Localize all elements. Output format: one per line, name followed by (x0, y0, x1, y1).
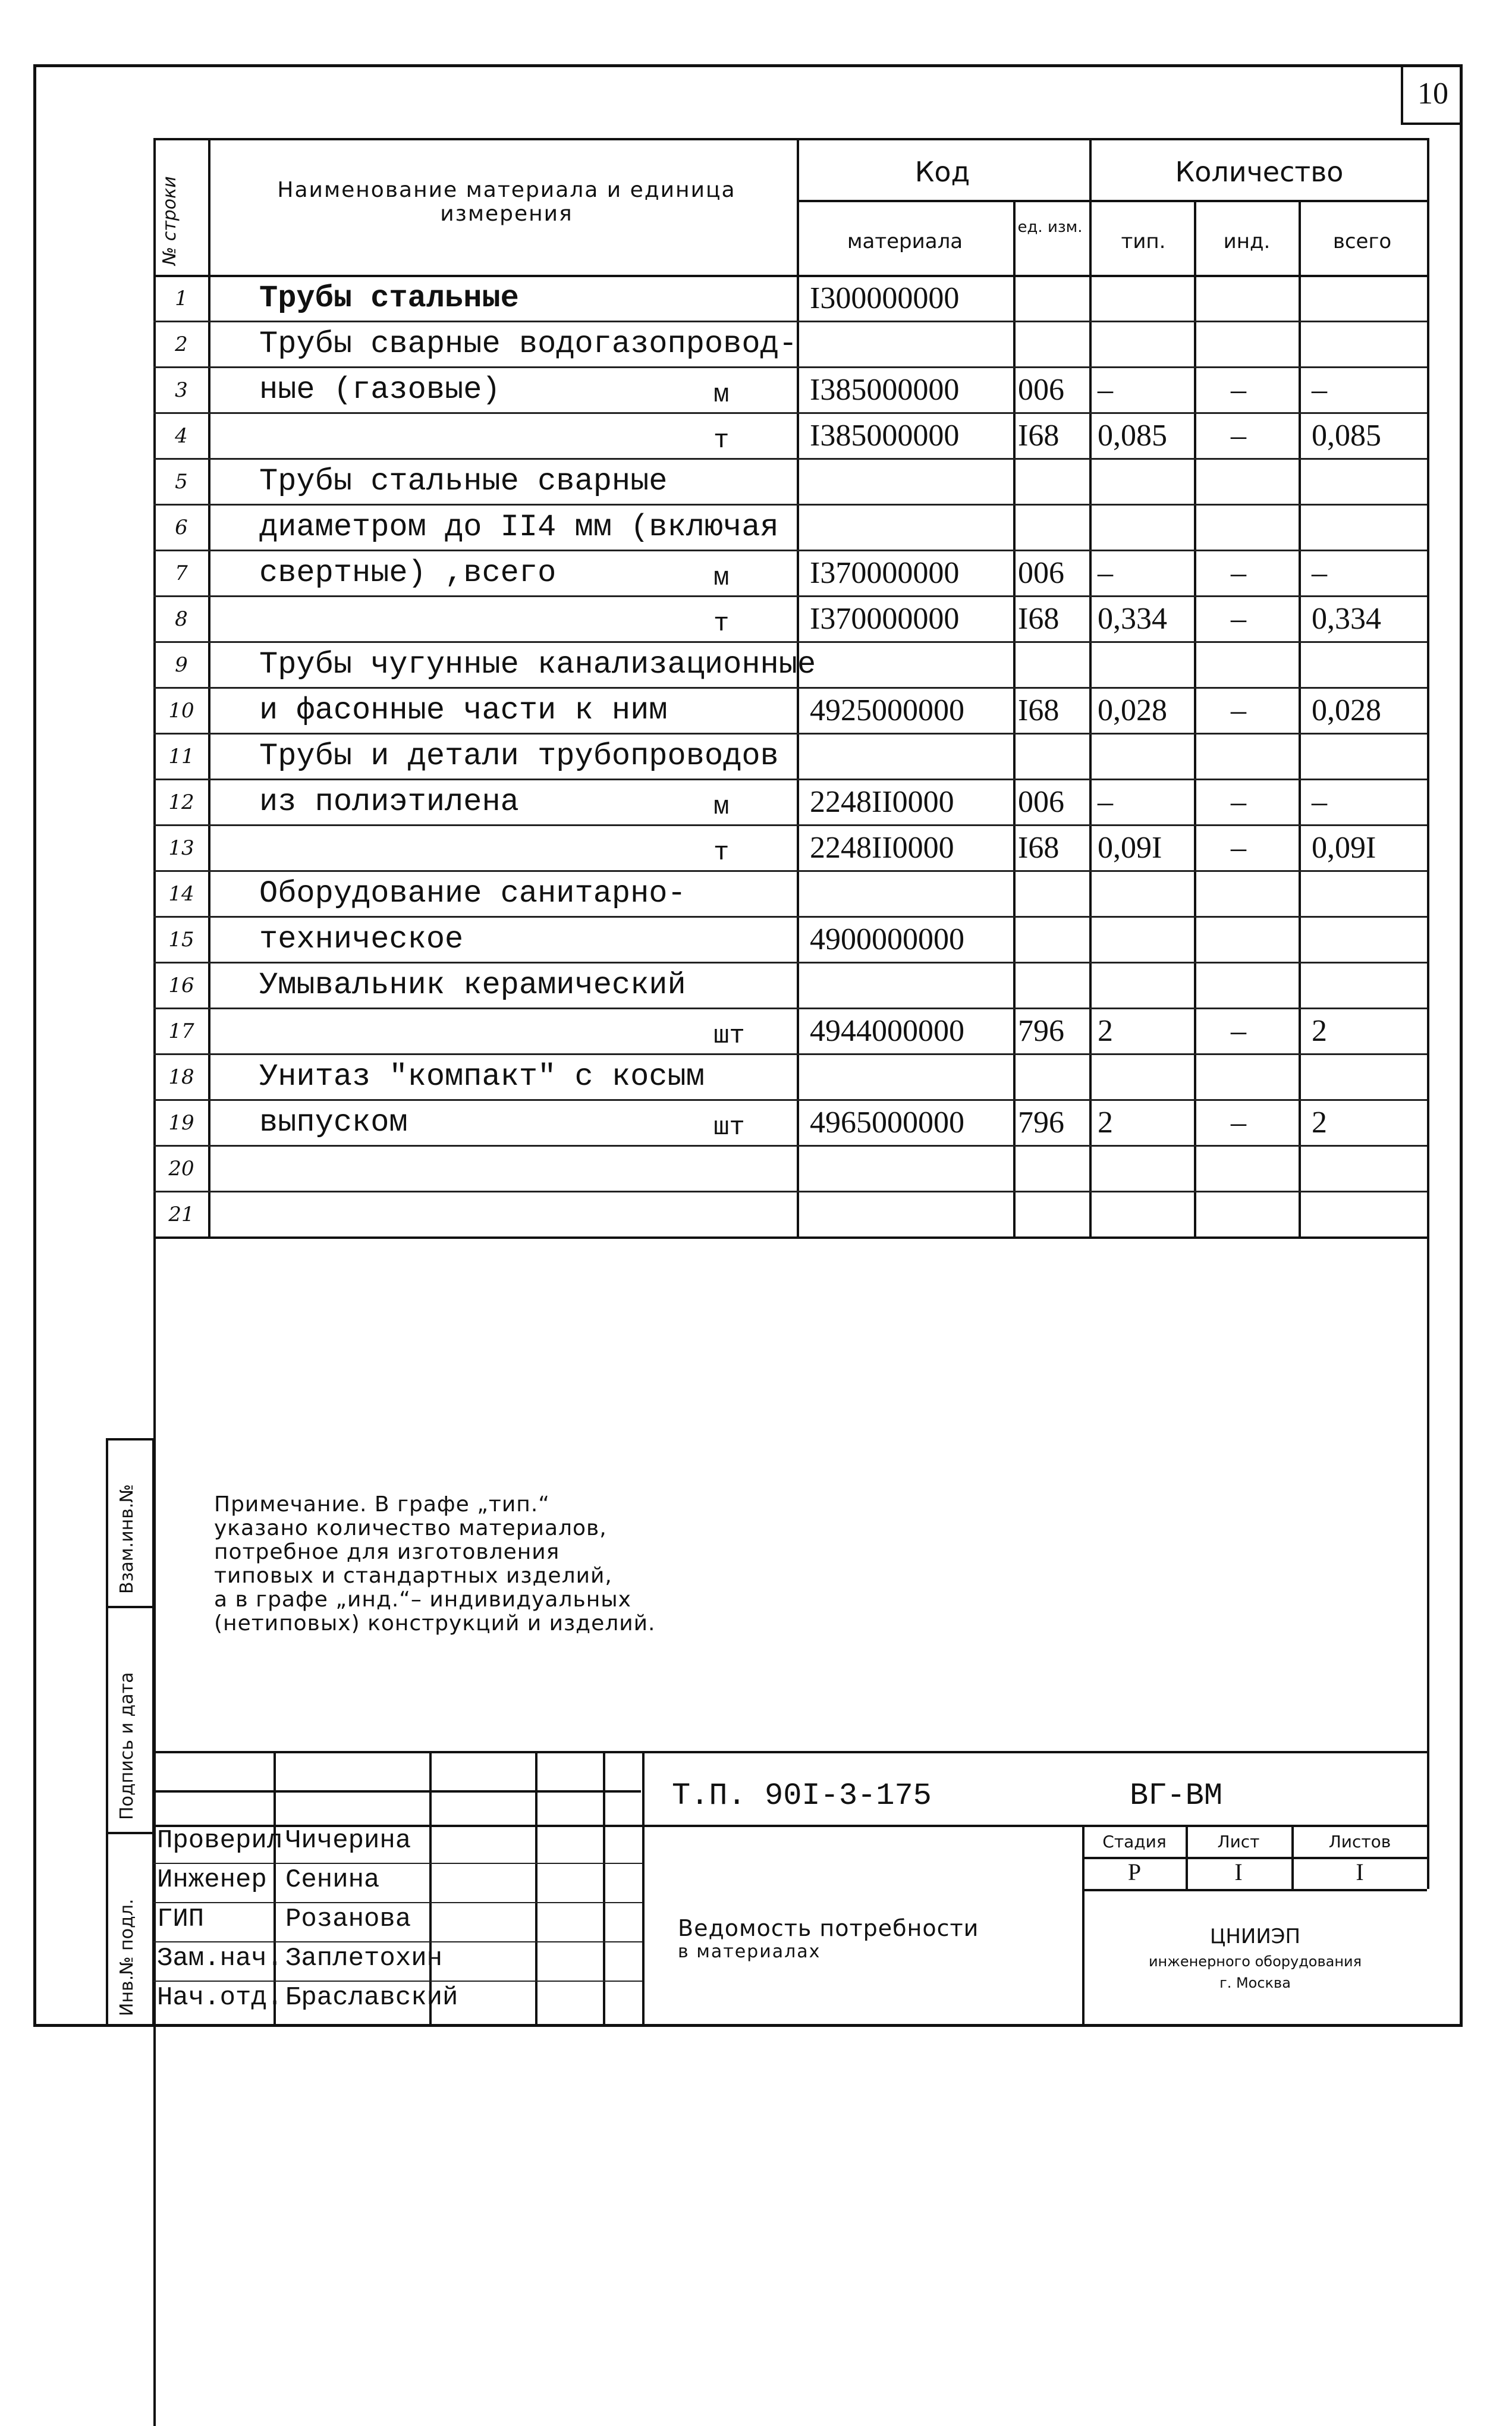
row-number: 2 (175, 332, 188, 356)
qty-total: 0,09I (1312, 831, 1376, 865)
material-code: 4900000000 (810, 922, 964, 956)
note-line: типовых и стандартных изделий, (214, 1564, 612, 1588)
stamp-org-line2: инженерного оборудования (1148, 1953, 1362, 1970)
stamp-role: Зам.нач. (157, 1944, 283, 1973)
row-number: 3 (175, 378, 188, 402)
qty-typ: 2 (1098, 1106, 1113, 1140)
stamp-role: ГИП (157, 1904, 205, 1934)
unit-code: 006 (1018, 556, 1064, 590)
header-quantity: Количество (1175, 156, 1344, 188)
unit-mark: шт (713, 1113, 745, 1143)
qty-typ: 0,334 (1098, 602, 1167, 636)
table-bottom-border (153, 1236, 1427, 1239)
material-name: техническое (259, 922, 464, 957)
row-divider (153, 595, 1427, 597)
header-row-number (153, 140, 207, 271)
stamp-person-name: Чичерина (285, 1826, 411, 1856)
header-material: материала (847, 230, 963, 253)
column-divider (1194, 200, 1196, 1236)
row-divider (153, 916, 1427, 918)
material-name: Трубы чугунные канализационные (259, 647, 816, 682)
stamp-line (1082, 1889, 1427, 1891)
unit-code: 796 (1018, 1106, 1064, 1140)
material-name: диаметром до II4 мм (включая (259, 510, 779, 545)
qty-ind: – (1231, 693, 1246, 727)
qty-total: 2 (1312, 1106, 1327, 1140)
row-number: 16 (168, 974, 194, 997)
stamp-person-name: Браславский (285, 1983, 458, 2013)
header-unit: ед. изм. (1017, 218, 1083, 236)
side-strip-top (106, 1438, 155, 1440)
row-number: 15 (168, 928, 194, 952)
material-name: Трубы стальные сварные (259, 464, 668, 499)
unit-mark: шт (713, 1021, 745, 1051)
material-name: ные (газовые) (259, 372, 501, 407)
stamp-code: ВГ-ВМ (1130, 1778, 1223, 1813)
qty-ind: – (1231, 556, 1246, 590)
stamp-project: Т.П. 90I-3-175 (672, 1778, 932, 1813)
material-name: Унитаз "компакт" с косым (259, 1059, 705, 1094)
row-divider (153, 504, 1427, 506)
row-divider (153, 1145, 1427, 1147)
side-label-inventory: Инв.№ подл. (117, 1898, 137, 2016)
side-strip-left (106, 1438, 108, 2027)
stamp-col (603, 1751, 605, 2027)
material-name: Трубы и детали трубопроводов (259, 739, 779, 774)
qty-typ: – (1098, 785, 1113, 819)
qty-typ: 0,09I (1098, 831, 1162, 865)
row-divider (153, 641, 1427, 643)
unit-code: I68 (1018, 693, 1060, 727)
stamp-line (153, 1941, 642, 1942)
material-code: 4944000000 (810, 1014, 964, 1048)
row-divider (153, 412, 1427, 414)
table-right-border (1427, 138, 1429, 1889)
qty-typ: 2 (1098, 1014, 1113, 1048)
material-name: из полиэтилена (259, 784, 519, 820)
stamp-stage: Р (1127, 1859, 1142, 1885)
row-number: 8 (175, 607, 188, 631)
row-divider (153, 458, 1427, 460)
note-line: (нетиповых) конструкций и изделий. (214, 1611, 656, 1636)
qty-ind: – (1231, 1106, 1246, 1140)
header-total: всего (1332, 230, 1392, 253)
material-code: I385000000 (810, 373, 960, 407)
stamp-role: Проверил (157, 1826, 283, 1856)
row-divider (153, 550, 1427, 551)
row-number: 7 (175, 561, 188, 585)
header-bottom-border (153, 275, 1427, 277)
stamp-person-name: Заплетохин (285, 1944, 443, 1973)
stamp-line (153, 1790, 641, 1793)
side-strip-right (152, 1438, 155, 2027)
row-divider (153, 687, 1427, 689)
row-number: 20 (168, 1157, 194, 1181)
stamp-title-line2: в материалах (678, 1941, 821, 1962)
material-name: и фасонные части к ним (259, 693, 668, 728)
material-code: 2248II0000 (810, 785, 954, 819)
row-divider (153, 366, 1427, 368)
sheet-number-box-bottom (1401, 123, 1463, 125)
row-number: 13 (168, 836, 194, 860)
row-number: 12 (168, 790, 194, 814)
qty-typ: – (1098, 556, 1113, 590)
material-code: I370000000 (810, 556, 960, 590)
material-name: Трубы стальные (259, 281, 519, 316)
column-divider (1013, 200, 1016, 1236)
material-name: свертные) ,всего (259, 555, 557, 591)
row-divider (153, 321, 1427, 322)
material-name: выпуском (259, 1105, 408, 1140)
note-line: Примечание. В графе „тип.“ (214, 1492, 550, 1517)
stamp-line (153, 1981, 642, 1982)
material-code: 4965000000 (810, 1106, 964, 1140)
row-number: 4 (175, 424, 188, 448)
stamp-org-line1: ЦНИИЭП (1209, 1925, 1301, 1948)
row-divider (153, 1191, 1427, 1192)
row-divider (153, 1008, 1427, 1009)
unit-mark: т (713, 838, 730, 868)
material-code: I370000000 (810, 602, 960, 636)
stamp-top-line (153, 1751, 1427, 1753)
row-number: 5 (175, 470, 188, 494)
row-number: 19 (168, 1111, 194, 1135)
table-top-border (153, 138, 1427, 140)
stamp-sheets-label: Листов (1328, 1832, 1391, 1851)
qty-typ: – (1098, 373, 1113, 407)
stamp-col (535, 1751, 537, 2027)
stamp-role: Инженер (157, 1865, 267, 1895)
material-name: Умывальник керамический (259, 968, 686, 1003)
unit-code: I68 (1018, 602, 1060, 636)
row-number: 14 (168, 882, 194, 906)
note-block (214, 1493, 655, 1636)
header-ind: инд. (1223, 230, 1271, 253)
row-number: 17 (168, 1019, 194, 1043)
unit-mark: м (713, 380, 730, 410)
row-number: 21 (168, 1203, 194, 1226)
qty-total: 0,085 (1312, 419, 1381, 453)
side-strip-div2 (106, 1832, 155, 1834)
qty-ind: – (1231, 831, 1246, 865)
unit-code: 006 (1018, 373, 1064, 407)
unit-mark: т (713, 609, 730, 639)
sheet-number-box-left (1401, 64, 1403, 124)
stamp-role: Нач.отд. (157, 1983, 283, 2013)
unit-code: I68 (1018, 419, 1060, 453)
side-strip-div1 (106, 1606, 155, 1608)
unit-mark: т (713, 426, 730, 456)
qty-typ: 0,028 (1098, 693, 1167, 727)
header-name: Наименование материала и единица измерения (277, 178, 736, 226)
stamp-col (642, 1751, 645, 2027)
row-number: 18 (168, 1065, 194, 1089)
row-number: 1 (175, 287, 188, 310)
qty-total: – (1312, 556, 1327, 590)
header-row-number-text: № строки (159, 176, 180, 265)
row-divider (153, 962, 1427, 964)
side-label-signature: Подпись и дата (117, 1672, 137, 1820)
material-code: I300000000 (810, 281, 960, 315)
material-code: I385000000 (810, 419, 960, 453)
row-number: 11 (168, 745, 194, 768)
material-code: 2248II0000 (810, 831, 954, 865)
qty-typ: 0,085 (1098, 419, 1167, 453)
stamp-sheet-label: Лист (1217, 1832, 1260, 1851)
stamp-title-line1: Ведомость потребности (678, 1915, 979, 1941)
stamp-person-name: Сенина (285, 1865, 380, 1895)
row-divider (153, 870, 1427, 872)
unit-mark: м (713, 792, 730, 822)
unit-code: I68 (1018, 831, 1060, 865)
qty-total: 2 (1312, 1014, 1327, 1048)
stamp-sheet: I (1234, 1859, 1243, 1885)
row-number: 10 (168, 699, 194, 723)
qty-total: – (1312, 785, 1327, 819)
qty-ind: – (1231, 785, 1246, 819)
side-label-replace: Взам.инв.№ (117, 1484, 137, 1594)
unit-code: 796 (1018, 1014, 1064, 1048)
header-code: Код (914, 156, 970, 188)
qty-ind: – (1231, 373, 1246, 407)
stamp-line (153, 1863, 642, 1864)
row-number: 9 (175, 653, 188, 677)
qty-ind: – (1231, 419, 1246, 453)
material-name: Оборудование санитарно- (259, 876, 686, 911)
sheet-number: 10 (1417, 77, 1448, 111)
stamp-sheets: I (1356, 1859, 1364, 1885)
qty-ind: – (1231, 602, 1246, 636)
row-divider (153, 1099, 1427, 1101)
qty-ind: – (1231, 1014, 1246, 1048)
note-line: потребное для изготовления (214, 1540, 560, 1564)
material-name: Трубы сварные водогазопровод- (259, 327, 797, 362)
stamp-line (153, 1902, 642, 1903)
unit-code: 006 (1018, 785, 1064, 819)
stamp-person-name: Розанова (285, 1904, 411, 1934)
row-number: 6 (175, 516, 188, 539)
header-subdivider (797, 200, 1427, 202)
qty-total: 0,028 (1312, 693, 1381, 727)
stamp-org-line3: г. Москва (1219, 1975, 1291, 1991)
qty-total: – (1312, 373, 1327, 407)
row-divider (153, 779, 1427, 780)
row-divider (153, 824, 1427, 826)
header-typ: тип. (1121, 230, 1166, 253)
note-line: а в графе „инд.“– индивидуальных (214, 1587, 631, 1612)
material-code: 4925000000 (810, 693, 964, 727)
stamp-stage-label: Стадия (1102, 1832, 1167, 1851)
row-divider (153, 1053, 1427, 1055)
qty-total: 0,334 (1312, 602, 1381, 636)
unit-mark: м (713, 563, 730, 593)
row-divider (153, 733, 1427, 735)
column-divider (1299, 200, 1301, 1236)
note-line: указано количество материалов, (214, 1516, 607, 1540)
